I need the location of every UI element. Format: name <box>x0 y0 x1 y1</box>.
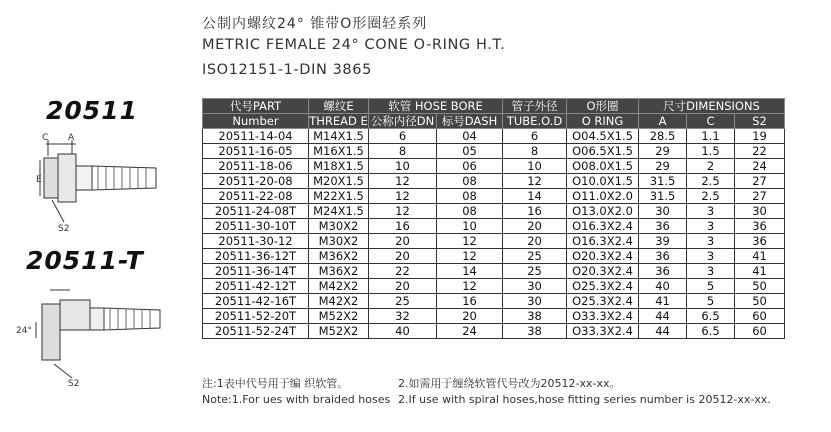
header-s2: S2 <box>735 114 785 129</box>
table-cell: 20511-16-05 <box>203 144 309 159</box>
table-cell: O25.3X2.4 <box>567 279 639 294</box>
table-cell: 20 <box>369 234 437 249</box>
header-row-1 <box>203 99 785 114</box>
table-cell: 25 <box>503 264 567 279</box>
table-cell: 28.5 <box>639 129 687 144</box>
table-cell: 20511-30-10T <box>203 219 309 234</box>
table-cell: 20511-52-24T <box>203 324 309 339</box>
title-chinese: 公制内螺纹24° 锥带O形圈轻系列 <box>202 16 428 32</box>
table-cell: 8 <box>503 144 567 159</box>
table-cell: O20.3X2.4 <box>567 264 639 279</box>
table-cell: 20511-52-20T <box>203 309 309 324</box>
table-row <box>203 129 785 144</box>
model-number-20511: 20511 <box>46 96 138 125</box>
table-cell: 12 <box>503 174 567 189</box>
header-thread: 螺纹E <box>309 99 369 114</box>
table-cell: 10 <box>369 159 437 174</box>
table-cell: 3 <box>687 234 735 249</box>
drawing-label-s2-t: S2 <box>68 379 80 389</box>
model-number-20511-t: 20511-T <box>26 246 144 275</box>
table-cell: M30X2 <box>309 219 369 234</box>
table-cell: 12 <box>369 204 437 219</box>
table-cell: 2.5 <box>687 174 735 189</box>
fitting-drawing-t <box>14 282 174 392</box>
table-cell: 20 <box>369 249 437 264</box>
table-cell: 20 <box>369 279 437 294</box>
table-cell: 04 <box>437 129 503 144</box>
table-cell: 38 <box>503 324 567 339</box>
table-cell: 20 <box>503 234 567 249</box>
title-english: METRIC FEMALE 24° CONE O-RING H.T. <box>202 37 506 53</box>
note-en-2: 2.If use with spiral hoses,hose fitting series number is 20512-xx-xx. <box>398 393 771 406</box>
table-row <box>203 219 785 234</box>
drawing-label-angle: 24° <box>16 326 32 336</box>
table-cell: 30 <box>503 279 567 294</box>
table-cell: M52X2 <box>309 309 369 324</box>
table-cell: 22 <box>735 144 785 159</box>
table-cell: 12 <box>369 189 437 204</box>
table-cell: 44 <box>639 309 687 324</box>
table-cell: 50 <box>735 279 785 294</box>
table-cell: 12 <box>437 234 503 249</box>
table-cell: 1.5 <box>687 144 735 159</box>
table-cell: 20 <box>503 219 567 234</box>
table-cell: M36X2 <box>309 264 369 279</box>
table-cell: O06.5X1.5 <box>567 144 639 159</box>
drawing-label-s2: S2 <box>58 224 70 234</box>
table-cell: M30X2 <box>309 234 369 249</box>
table-row <box>203 144 785 159</box>
table-cell: 20511-42-12T <box>203 279 309 294</box>
header-oring-en: O RING <box>567 114 639 129</box>
note-cn-2: 2.如需用于缠绕软管代号改为20512-xx-xx。 <box>398 377 621 390</box>
table-cell: 3 <box>687 219 735 234</box>
table-row <box>203 264 785 279</box>
table-cell: 50 <box>735 294 785 309</box>
header-dash: 标号DASH <box>437 114 503 129</box>
table-cell: 05 <box>437 144 503 159</box>
table-cell: 08 <box>437 204 503 219</box>
table-cell: 36 <box>639 219 687 234</box>
table-cell: 20511-14-04 <box>203 129 309 144</box>
note-cn-1: 注:1表中代号用于编 织软管。 <box>202 377 349 390</box>
table-cell: 8 <box>369 144 437 159</box>
table-cell: 16 <box>503 204 567 219</box>
table-cell: 36 <box>735 219 785 234</box>
drawing-label-c: C <box>42 133 49 143</box>
table-cell: M42X2 <box>309 294 369 309</box>
table-cell: 32 <box>369 309 437 324</box>
table-row <box>203 309 785 324</box>
table-cell: 36 <box>735 234 785 249</box>
table-cell: 20511-20-08 <box>203 174 309 189</box>
table-cell: 29 <box>639 159 687 174</box>
table-cell: 6 <box>369 129 437 144</box>
header-thread-e: THREAD E <box>309 114 368 128</box>
table-cell: M24X1.5 <box>309 204 369 219</box>
table-cell: 06 <box>437 159 503 174</box>
table-cell: 30 <box>639 204 687 219</box>
table-cell: O16.3X2.4 <box>567 219 639 234</box>
table-row <box>203 159 785 174</box>
header-tube-od: 管子外径 <box>503 99 567 114</box>
table-cell: 1.1 <box>687 129 735 144</box>
spec-table <box>202 98 785 339</box>
table-cell: M18X1.5 <box>309 159 369 174</box>
table-cell: 08 <box>437 189 503 204</box>
table-cell: O08.0X1.5 <box>567 159 639 174</box>
table-cell: 3 <box>687 264 735 279</box>
table-cell: 12 <box>369 174 437 189</box>
header-row-2 <box>203 114 785 129</box>
table-cell: 5 <box>687 294 735 309</box>
table-cell: M36X2 <box>309 249 369 264</box>
header-part: 代号PART <box>203 99 309 114</box>
table-cell: 16 <box>437 294 503 309</box>
table-cell: 14 <box>437 264 503 279</box>
table-cell: 3 <box>687 249 735 264</box>
table-row <box>203 279 785 294</box>
table-cell: 10 <box>503 159 567 174</box>
table-cell: 39 <box>639 234 687 249</box>
table-cell: M22X1.5 <box>309 189 369 204</box>
header-oring: O形圈 <box>567 99 639 114</box>
table-cell: 60 <box>735 309 785 324</box>
table-cell: 2.5 <box>687 189 735 204</box>
header-number: Number <box>203 114 309 129</box>
table-cell: M52X2 <box>309 324 369 339</box>
table-cell: O04.5X1.5 <box>567 129 639 144</box>
table-cell: 20511-24-08T <box>203 204 309 219</box>
table-cell: 20 <box>437 309 503 324</box>
table-cell: 6.5 <box>687 324 735 339</box>
drawing-label-a: A <box>68 133 75 143</box>
header-tube-od-en: TUBE.O.D <box>503 114 567 129</box>
table-row <box>203 249 785 264</box>
table-cell: M16X1.5 <box>309 144 369 159</box>
table-cell: M42X2 <box>309 279 369 294</box>
table-cell: 08 <box>437 174 503 189</box>
table-cell: 20511-36-12T <box>203 249 309 264</box>
table-cell: O10.0X1.5 <box>567 174 639 189</box>
table-cell: 40 <box>639 279 687 294</box>
table-cell: 38 <box>503 309 567 324</box>
table-cell: O11.0X2.0 <box>567 189 639 204</box>
table-cell: 27 <box>735 189 785 204</box>
table-cell: O25.3X2.4 <box>567 294 639 309</box>
table-cell: 24 <box>437 324 503 339</box>
table-row <box>203 324 785 339</box>
table-row <box>203 189 785 204</box>
standard-label: ISO12151-1-DIN 3865 <box>202 62 372 78</box>
table-cell: M20X1.5 <box>309 174 369 189</box>
table-cell: 5 <box>687 279 735 294</box>
table-cell: 12 <box>437 279 503 294</box>
table-cell: 20511-22-08 <box>203 189 309 204</box>
table-cell: 36 <box>639 264 687 279</box>
table-cell: 6 <box>503 129 567 144</box>
table-cell: 41 <box>735 249 785 264</box>
table-cell: 22 <box>369 264 437 279</box>
table-cell: O33.3X2.4 <box>567 309 639 324</box>
table-cell: 60 <box>735 324 785 339</box>
drawing-label-e: E <box>36 175 42 185</box>
table-cell: 20511-18-06 <box>203 159 309 174</box>
note-en-1: Note:1.For ues with braided hoses <box>202 393 391 406</box>
header-hose-bore: 软管 HOSE BORE <box>369 99 503 114</box>
header-dn: 公称内径DN <box>369 114 437 129</box>
table-cell: 44 <box>639 324 687 339</box>
table-cell: 41 <box>639 294 687 309</box>
table-cell: O20.3X2.4 <box>567 249 639 264</box>
table-cell: 20511-36-14T <box>203 264 309 279</box>
fitting-drawing-straight <box>36 130 176 240</box>
table-cell: 3 <box>687 204 735 219</box>
table-cell: 20511-30-12 <box>203 234 309 249</box>
table-cell: 41 <box>735 264 785 279</box>
table-row <box>203 174 785 189</box>
table-cell: 2 <box>687 159 735 174</box>
header-c: C <box>687 114 735 129</box>
table-row <box>203 234 785 249</box>
table-cell: 14 <box>503 189 567 204</box>
table-cell: 31.5 <box>639 174 687 189</box>
table-cell: 25 <box>503 249 567 264</box>
table-cell: O13.0X2.0 <box>567 204 639 219</box>
table-cell: 20511-42-16T <box>203 294 309 309</box>
header-dimensions: 尺寸DIMENSIONS <box>639 99 785 114</box>
table-cell: 31.5 <box>639 189 687 204</box>
header-a: A <box>639 114 687 129</box>
table-cell: 10 <box>437 219 503 234</box>
table-cell: 29 <box>639 144 687 159</box>
table-cell: 12 <box>437 249 503 264</box>
table-row <box>203 294 785 309</box>
table-cell: 19 <box>735 129 785 144</box>
table-cell: O16.3X2.4 <box>567 234 639 249</box>
table-cell: 30 <box>503 294 567 309</box>
table-cell: 40 <box>369 324 437 339</box>
table-cell: 25 <box>369 294 437 309</box>
table-cell: 36 <box>639 249 687 264</box>
table-cell: 30 <box>735 204 785 219</box>
table-cell: 24 <box>735 159 785 174</box>
table-cell: 27 <box>735 174 785 189</box>
table-cell: O33.3X2.4 <box>567 324 639 339</box>
table-row <box>203 204 785 219</box>
table-cell: 16 <box>369 219 437 234</box>
table-cell: M14X1.5 <box>309 129 369 144</box>
table-cell: 6.5 <box>687 309 735 324</box>
